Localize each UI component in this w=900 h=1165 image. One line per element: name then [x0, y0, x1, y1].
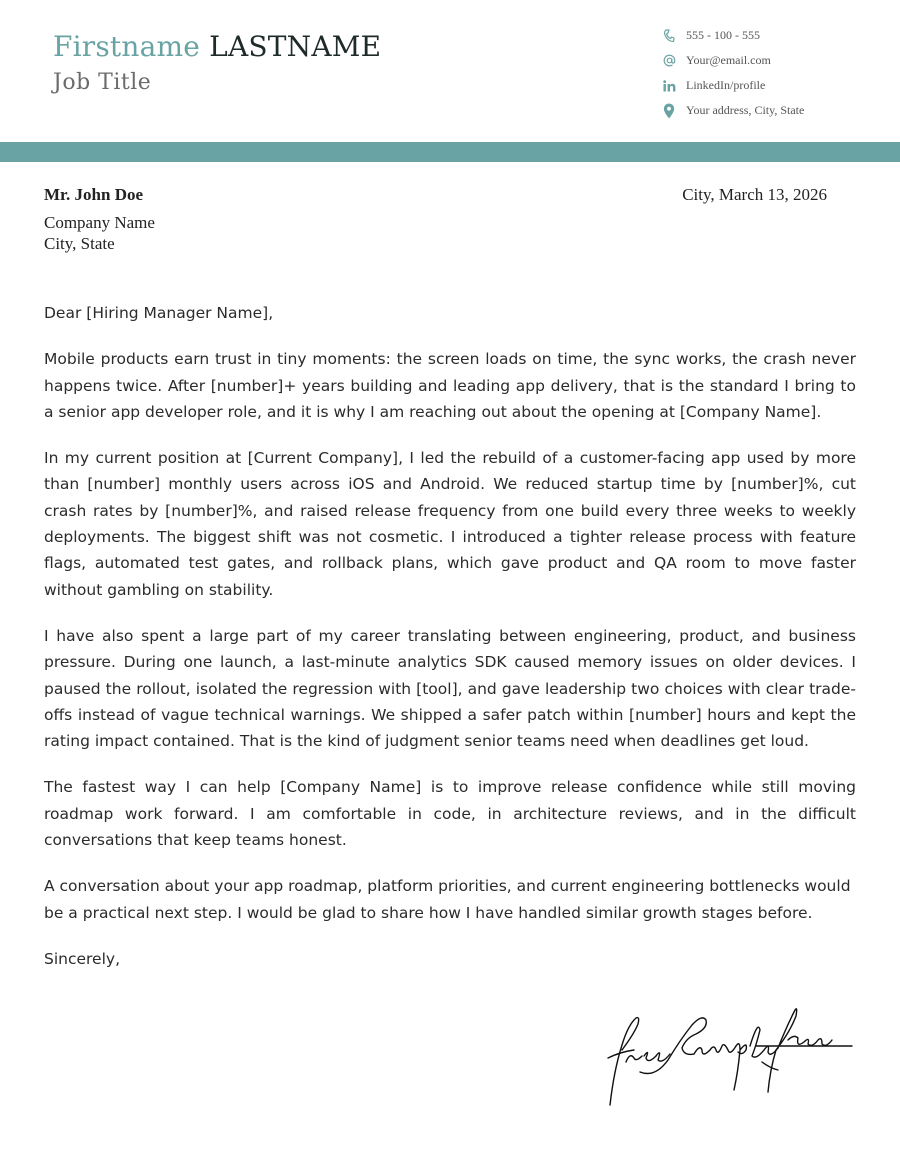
body-paragraph: Mobile products earn trust in tiny moments: the screen loads on time, the sync works, the crash never happens twice. After [number]+ years building and leading app delivery, that is the standard I bring to a senior app developer role, and it is why I am reaching out about the opening at [Company Name]. [44, 350, 856, 421]
location-pin-icon [660, 103, 678, 119]
handwritten-signature [600, 1000, 860, 1110]
first-name: Firstname [53, 30, 201, 63]
contact-phone [660, 23, 804, 48]
header-name-block [53, 30, 381, 95]
letter-date: City, March 13, 2026 [682, 185, 827, 204]
address-text: Your address, City, State [686, 103, 805, 117]
letter-body [44, 300, 856, 972]
linkedin-text: LinkedIn/profile [686, 78, 766, 92]
body-paragraph: In my current position at [Current Company], I led the rebuild of a customer-facing app used by more than [number] monthly users across iOS and Android. We reduced startup time by [number]%, cut crash rates by [number]%, and raised release frequency from one build every three weeks to weekly deployments. The biggest shift was not cosmetic. I introduced a tighter release process with feature flags, automated test gates, and rollback plans, which gave product and QA room to move faster without gambling on stability. [44, 449, 856, 599]
recipient-name: Mr. John Doe [44, 185, 144, 204]
recipient-company: Company Name [44, 213, 155, 232]
job-title: Job Title [53, 70, 152, 95]
recipient-location: City, State [44, 234, 115, 253]
phone-text: 555 - 100 - 555 [686, 28, 760, 42]
body-paragraph: I have also spent a large part of my career translating between engineering, product, and business pressure. During one launch, a last-minute analytics SDK caused memory issues on older devices. I paused the rollout, isolated the regression with [tool], and gave leadership two choices with clear trade-offs instead of vague technical warnings. We shipped a safer patch within [number] hours and kept the rating impact contained. That is the kind of judgment senior teams need when deadlines get loud. [44, 626, 856, 751]
salutation: Dear [Hiring Manager Name], [44, 304, 274, 322]
contact-linkedin [660, 73, 804, 98]
linkedin-icon [660, 80, 678, 92]
at-icon [660, 54, 678, 67]
contact-email [660, 48, 804, 73]
body-paragraph: The fastest way I can help [Company Name] is to improve release confidence while still moving roadmap work forward. I am comfortable in code, in architecture reviews, and in the difficult conversations that keep teams honest. [44, 778, 856, 850]
body-paragraph: A conversation about your app roadmap, platform priorities, and current engineering bottlenecks would be a practical next step. I would be glad to share how I have handled similar growth stages before. [44, 877, 851, 922]
email-text: Your@email.com [686, 53, 771, 67]
recipient-block [44, 183, 155, 254]
header-divider-band [0, 142, 900, 162]
phone-icon [660, 29, 678, 43]
contact-info [660, 23, 804, 123]
closing: Sincerely, [44, 949, 121, 968]
last-name: LASTNAME [209, 30, 382, 63]
contact-address [660, 98, 804, 123]
applicant-name [53, 30, 381, 64]
